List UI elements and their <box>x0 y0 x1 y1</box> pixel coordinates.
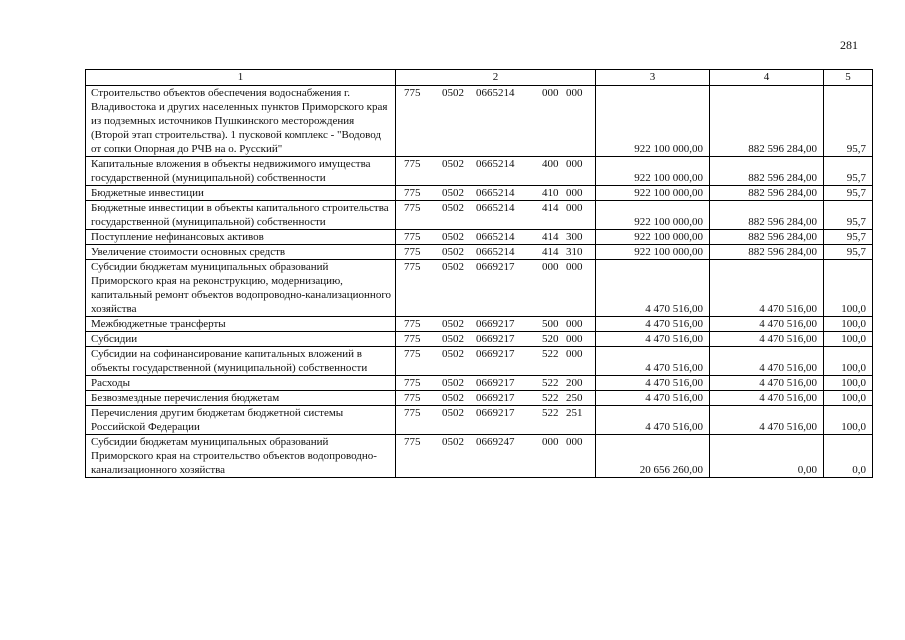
code-ministry: 775 <box>404 187 421 199</box>
codes-grid <box>396 376 595 390</box>
code-target: 0665214 <box>476 87 515 99</box>
code-target: 0669217 <box>476 318 515 330</box>
row-name: Расходы <box>86 376 396 391</box>
amount-plan: 20 656 260,00 <box>596 435 710 478</box>
row-codes <box>396 157 596 186</box>
row-name: Перечисления другим бюджетам бюджетной системы Российской Федерации <box>86 406 396 435</box>
code-section: 0502 <box>442 231 464 243</box>
code-type: 522 <box>542 348 559 360</box>
code-kosgu: 251 <box>566 407 583 419</box>
percent-executed: 95,7 <box>824 186 873 201</box>
amount-actual: 882 596 284,00 <box>710 245 824 260</box>
table-row <box>86 406 873 435</box>
code-ministry: 775 <box>404 333 421 345</box>
code-kosgu: 000 <box>566 158 583 170</box>
codes-grid <box>396 347 595 361</box>
amount-plan: 4 470 516,00 <box>596 376 710 391</box>
codes-grid <box>396 86 595 100</box>
code-kosgu: 000 <box>566 333 583 345</box>
code-type: 414 <box>542 246 559 258</box>
percent-executed: 95,7 <box>824 157 873 186</box>
row-name: Безвозмездные перечисления бюджетам <box>86 391 396 406</box>
code-type: 410 <box>542 187 559 199</box>
code-ministry: 775 <box>404 158 421 170</box>
row-name: Субсидии бюджетам муниципальных образований Приморского края на реконструкцию, модернизацию, капитальный ремонт объектов водопроводно-канализационного хозяйства <box>86 260 396 317</box>
row-name: Увеличение стоимости основных средств <box>86 245 396 260</box>
amount-actual: 0,00 <box>710 435 824 478</box>
percent-executed: 0,0 <box>824 435 873 478</box>
row-name: Строительство объектов обеспечения водоснабжения г. Владивостока и других населенных пунктов Приморского края из подземных источников Пушкинского месторождения (Второй этап строительства). 1 пусковой комплекс - "Водовод от сопки Опорная до РЧВ на о. Русский" <box>86 86 396 157</box>
amount-actual: 4 470 516,00 <box>710 332 824 347</box>
code-kosgu: 000 <box>566 261 583 273</box>
table-row <box>86 376 873 391</box>
percent-executed: 100,0 <box>824 376 873 391</box>
row-name: Субсидии бюджетам муниципальных образований Приморского края на строительство объектов водопроводно-канализационного хозяйства <box>86 435 396 478</box>
table-row <box>86 245 873 260</box>
row-name: Межбюджетные трансферты <box>86 317 396 332</box>
code-kosgu: 000 <box>566 348 583 360</box>
code-section: 0502 <box>442 87 464 99</box>
amount-actual: 4 470 516,00 <box>710 260 824 317</box>
code-ministry: 775 <box>404 261 421 273</box>
code-ministry: 775 <box>404 436 421 448</box>
code-kosgu: 310 <box>566 246 583 258</box>
percent-executed: 95,7 <box>824 201 873 230</box>
code-type: 414 <box>542 231 559 243</box>
code-type: 522 <box>542 392 559 404</box>
code-section: 0502 <box>442 348 464 360</box>
row-codes <box>396 230 596 245</box>
code-kosgu: 000 <box>566 187 583 199</box>
code-target: 0669217 <box>476 407 515 419</box>
table-row <box>86 86 873 157</box>
percent-executed: 100,0 <box>824 332 873 347</box>
codes-grid <box>396 157 595 171</box>
amount-actual: 882 596 284,00 <box>710 157 824 186</box>
code-kosgu: 250 <box>566 392 583 404</box>
code-type: 000 <box>542 436 559 448</box>
row-codes <box>396 186 596 201</box>
code-type: 414 <box>542 202 559 214</box>
codes-grid <box>396 186 595 200</box>
code-section: 0502 <box>442 158 464 170</box>
codes-grid <box>396 245 595 259</box>
code-ministry: 775 <box>404 407 421 419</box>
table-row <box>86 157 873 186</box>
amount-plan: 922 100 000,00 <box>596 186 710 201</box>
code-target: 0669217 <box>476 348 515 360</box>
code-section: 0502 <box>442 246 464 258</box>
table-row <box>86 230 873 245</box>
code-section: 0502 <box>442 261 464 273</box>
code-target: 0665214 <box>476 246 515 258</box>
code-target: 0665214 <box>476 187 515 199</box>
amount-actual: 882 596 284,00 <box>710 201 824 230</box>
code-type: 500 <box>542 318 559 330</box>
row-codes <box>396 317 596 332</box>
amount-plan: 922 100 000,00 <box>596 86 710 157</box>
amount-plan: 922 100 000,00 <box>596 230 710 245</box>
code-section: 0502 <box>442 392 464 404</box>
percent-executed: 100,0 <box>824 391 873 406</box>
amount-plan: 4 470 516,00 <box>596 260 710 317</box>
code-ministry: 775 <box>404 246 421 258</box>
code-section: 0502 <box>442 377 464 389</box>
code-type: 522 <box>542 407 559 419</box>
table-row <box>86 435 873 478</box>
codes-grid <box>396 391 595 405</box>
row-name: Бюджетные инвестиции <box>86 186 396 201</box>
page-number: 281 <box>840 38 858 52</box>
code-ministry: 775 <box>404 348 421 360</box>
row-name: Субсидии на софинансирование капитальных вложений в объекты государственной (муниципальной) собственности <box>86 347 396 376</box>
code-kosgu: 200 <box>566 377 583 389</box>
amount-plan: 922 100 000,00 <box>596 201 710 230</box>
code-section: 0502 <box>442 407 464 419</box>
code-section: 0502 <box>442 187 464 199</box>
codes-grid <box>396 317 595 331</box>
codes-grid <box>396 435 595 449</box>
amount-plan: 922 100 000,00 <box>596 157 710 186</box>
column-header: 3 <box>596 70 710 86</box>
amount-plan: 4 470 516,00 <box>596 391 710 406</box>
table-row <box>86 186 873 201</box>
amount-plan: 4 470 516,00 <box>596 406 710 435</box>
table-row <box>86 201 873 230</box>
code-kosgu: 000 <box>566 87 583 99</box>
code-target: 0669217 <box>476 333 515 345</box>
code-section: 0502 <box>442 333 464 345</box>
code-kosgu: 000 <box>566 436 583 448</box>
column-header: 2 <box>396 70 596 86</box>
percent-executed: 95,7 <box>824 230 873 245</box>
code-target: 0669247 <box>476 436 515 448</box>
code-section: 0502 <box>442 202 464 214</box>
column-header: 1 <box>86 70 396 86</box>
row-codes <box>396 435 596 478</box>
table-header-row <box>86 70 873 86</box>
codes-grid <box>396 406 595 420</box>
row-codes <box>396 201 596 230</box>
row-name: Бюджетные инвестиции в объекты капитального строительства государственной (муниципальной) собственности <box>86 201 396 230</box>
percent-executed: 100,0 <box>824 406 873 435</box>
code-section: 0502 <box>442 318 464 330</box>
table-row <box>86 260 873 317</box>
code-type: 000 <box>542 261 559 273</box>
code-target: 0669217 <box>476 392 515 404</box>
table-row <box>86 317 873 332</box>
codes-grid <box>396 260 595 274</box>
code-kosgu: 000 <box>566 318 583 330</box>
percent-executed: 100,0 <box>824 260 873 317</box>
budget-table-body <box>86 70 873 478</box>
code-ministry: 775 <box>404 377 421 389</box>
row-name: Капитальные вложения в объекты недвижимого имущества государственной (муниципальной) собственности <box>86 157 396 186</box>
percent-executed: 100,0 <box>824 317 873 332</box>
row-name: Субсидии <box>86 332 396 347</box>
budget-table <box>85 69 873 478</box>
code-target: 0665214 <box>476 231 515 243</box>
code-target: 0669217 <box>476 261 515 273</box>
row-codes <box>396 332 596 347</box>
code-target: 0669217 <box>476 377 515 389</box>
amount-actual: 4 470 516,00 <box>710 406 824 435</box>
amount-actual: 882 596 284,00 <box>710 230 824 245</box>
code-section: 0502 <box>442 436 464 448</box>
amount-actual: 882 596 284,00 <box>710 186 824 201</box>
table-row <box>86 332 873 347</box>
code-target: 0665214 <box>476 202 515 214</box>
code-ministry: 775 <box>404 202 421 214</box>
column-header: 4 <box>710 70 824 86</box>
percent-executed: 95,7 <box>824 86 873 157</box>
row-name: Поступление нефинансовых активов <box>86 230 396 245</box>
row-codes <box>396 245 596 260</box>
amount-plan: 4 470 516,00 <box>596 347 710 376</box>
row-codes <box>396 86 596 157</box>
amount-plan: 4 470 516,00 <box>596 332 710 347</box>
column-header: 5 <box>824 70 873 86</box>
code-type: 522 <box>542 377 559 389</box>
row-codes <box>396 260 596 317</box>
codes-grid <box>396 230 595 244</box>
code-target: 0665214 <box>476 158 515 170</box>
code-type: 000 <box>542 87 559 99</box>
row-codes <box>396 347 596 376</box>
codes-grid <box>396 201 595 215</box>
percent-executed: 100,0 <box>824 347 873 376</box>
table-row <box>86 391 873 406</box>
code-ministry: 775 <box>404 392 421 404</box>
amount-actual: 4 470 516,00 <box>710 347 824 376</box>
amount-actual: 4 470 516,00 <box>710 391 824 406</box>
amount-actual: 882 596 284,00 <box>710 86 824 157</box>
code-ministry: 775 <box>404 87 421 99</box>
code-ministry: 775 <box>404 231 421 243</box>
row-codes <box>396 376 596 391</box>
row-codes <box>396 406 596 435</box>
amount-actual: 4 470 516,00 <box>710 376 824 391</box>
code-type: 400 <box>542 158 559 170</box>
code-type: 520 <box>542 333 559 345</box>
amount-plan: 4 470 516,00 <box>596 317 710 332</box>
percent-executed: 95,7 <box>824 245 873 260</box>
amount-plan: 922 100 000,00 <box>596 245 710 260</box>
row-codes <box>396 391 596 406</box>
code-kosgu: 300 <box>566 231 583 243</box>
code-kosgu: 000 <box>566 202 583 214</box>
code-ministry: 775 <box>404 318 421 330</box>
amount-actual: 4 470 516,00 <box>710 317 824 332</box>
table-row <box>86 347 873 376</box>
codes-grid <box>396 332 595 346</box>
